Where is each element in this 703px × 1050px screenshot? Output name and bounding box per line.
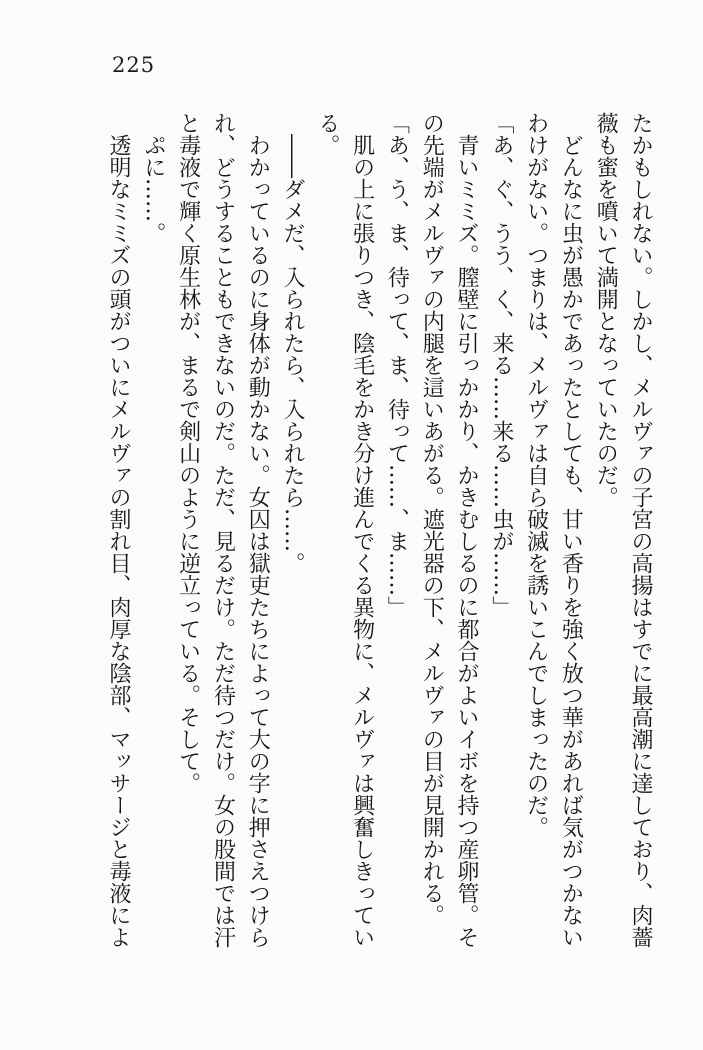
text-line: わけがない。つまりは、メルヴァは自ら破滅を誘いこんでしまったのだ。: [523, 112, 549, 838]
text-line: 薇も蜜を噴いて満開となっていたのだ。: [593, 112, 619, 508]
text-line: ――ダメだ、入られたら、入られたら……。: [280, 112, 306, 574]
vertical-text-block: [99, 112, 657, 957]
text-line: 透明なミミズの頭がついにメルヴァの割れ目、肉厚な陰部、マッサージと毒液によ: [106, 112, 132, 948]
text-line: ぷに……。: [140, 112, 166, 244]
text-line: れ、どうすることもできないのだ。ただ、見るだけ。ただ待つだけ。女の股間では汗: [210, 112, 236, 948]
text-line: 「あ、ぐ、うう、く、来る……来る……虫が……」: [488, 112, 514, 618]
text-line: 青いミミズ。膣壁に引っかかり、かきむしるのに都合がよいイボを持つ産卵管。そ: [454, 112, 480, 948]
text-line: 「あ、う、ま、待って、ま、待って……、ま……」: [384, 112, 410, 618]
text-line: わかっているのに身体が動かない。女囚は獄吏たちによって大の字に押さえつけら: [245, 112, 271, 948]
text-line: たかもしれない。しかし、メルヴァの子宮の高揚はすでに最高潮に達しており、肉薔: [628, 112, 653, 948]
text-line: の先端がメルヴァの内腿を這いあがる。遮光器の下、メルヴァの目が見開かれる。: [419, 112, 445, 926]
text-line: どんなに虫が愚かであったとしても、甘い香りを強く放つ華があれば気がつかない: [558, 112, 584, 948]
text-line: と毒液で輝く原生林が、まるで剣山のように逆立っている。そして。: [175, 112, 201, 794]
text-line: 肌の上に張りつき、陰毛をかき分け進んでくる異物に、メルヴァは興奮しきってい: [349, 112, 375, 948]
page-number: 225: [112, 53, 156, 77]
text-line: る。: [314, 112, 340, 156]
